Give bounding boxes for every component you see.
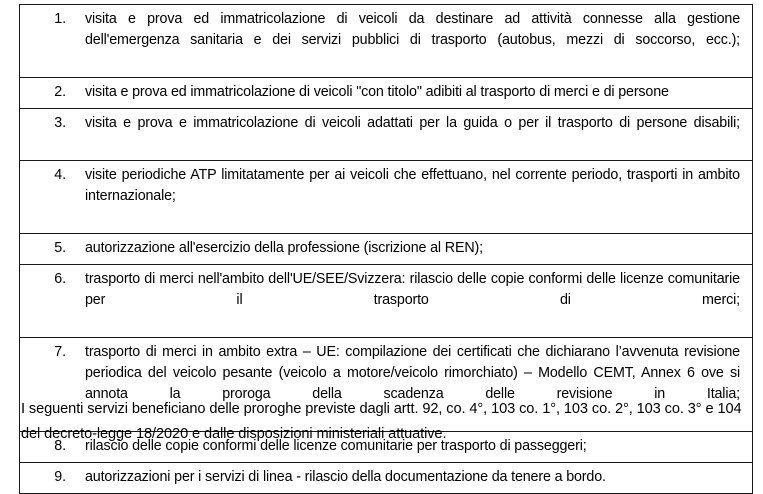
table-row [20, 109, 753, 161]
list-item [20, 463, 752, 493]
list-item [20, 78, 752, 108]
list-item-number: 4. [54, 167, 66, 183]
list-item [20, 5, 752, 77]
list-item [20, 109, 752, 160]
list-item-number: 7. [54, 344, 66, 360]
list-item-text: trasporto di merci in ambito extra – UE: compilazione dei certificati che dichiarano l’avvenuta revisione periodica del veicolo pesante (veicolo a motore/veicolo rimorchiato) – Modello CEMT, Annex 6 ove si annota la proroga della scadenza delle revisione in Italia; [85, 344, 740, 402]
table-row [20, 5, 753, 78]
list-item-number: 3. [54, 115, 66, 131]
list-item-text: rilascio delle copie conformi delle licenze comunitarie per trasporto di passeggeri; [85, 438, 587, 454]
table-row [20, 463, 753, 494]
list-item-text: visite periodiche ATP limitatamente per ai veicoli che effettuano, nel corrente periodo, trasporti in ambito internazionale; [85, 167, 740, 204]
list-item [20, 234, 752, 264]
list-item-text: autorizzazione all'esercizio della professione (iscrizione al REN); [85, 240, 483, 256]
list-item [20, 161, 752, 233]
list-item-number: 1. [54, 11, 66, 27]
list-item-number: 6. [54, 271, 66, 287]
list-item-number: 5. [54, 240, 66, 256]
list-item-number: 9. [54, 469, 66, 485]
table-cell [20, 234, 753, 265]
table-cell [20, 109, 753, 161]
table-cell [20, 463, 753, 494]
list-item [20, 265, 752, 337]
list-item-number: 8. [54, 438, 66, 454]
list-item-text: visita e prova e immatricolazione di veicoli adattati per la guida o per il trasporto di persone disabili; [85, 115, 740, 131]
table-cell [20, 5, 753, 78]
table-row [20, 265, 753, 338]
list-item-text: visita e prova ed immatricolazione di veicoli "con titolo" adibiti al trasporto di merci e di persone [85, 84, 669, 100]
list-item-text: autorizzazioni per i servizi di linea - rilascio della documentazione da tenere a bordo. [85, 469, 606, 485]
list-item-number: 2. [54, 84, 66, 100]
table-cell [20, 78, 753, 109]
table-row [20, 161, 753, 234]
list-item-text: visita e prova ed immatricolazione di veicoli da destinare ad attività connesse alla gestione dell'emergenza sanitaria e dei servizi pubblici di trasporto (autobus, mezzi di soccorso, ecc.); [85, 11, 740, 48]
table-row [20, 78, 753, 109]
table-cell [20, 265, 753, 338]
list-item-text: trasporto di merci nell'ambito dell'UE/SEE/Svizzera: rilascio delle copie conformi delle licenze comunitarie per il trasporto di merci; [85, 271, 740, 308]
table-row [20, 234, 753, 265]
table-cell [20, 161, 753, 234]
footer-note: I seguenti servizi beneficiano delle proroghe previste dagli artt. 92, co. 4°, 103 co. 1°, 103 co. 2°, 103 co. 3° e 104 del decreto-legge 18/2020 e dalle disposizioni ministeriali attuative. [21, 400, 742, 442]
